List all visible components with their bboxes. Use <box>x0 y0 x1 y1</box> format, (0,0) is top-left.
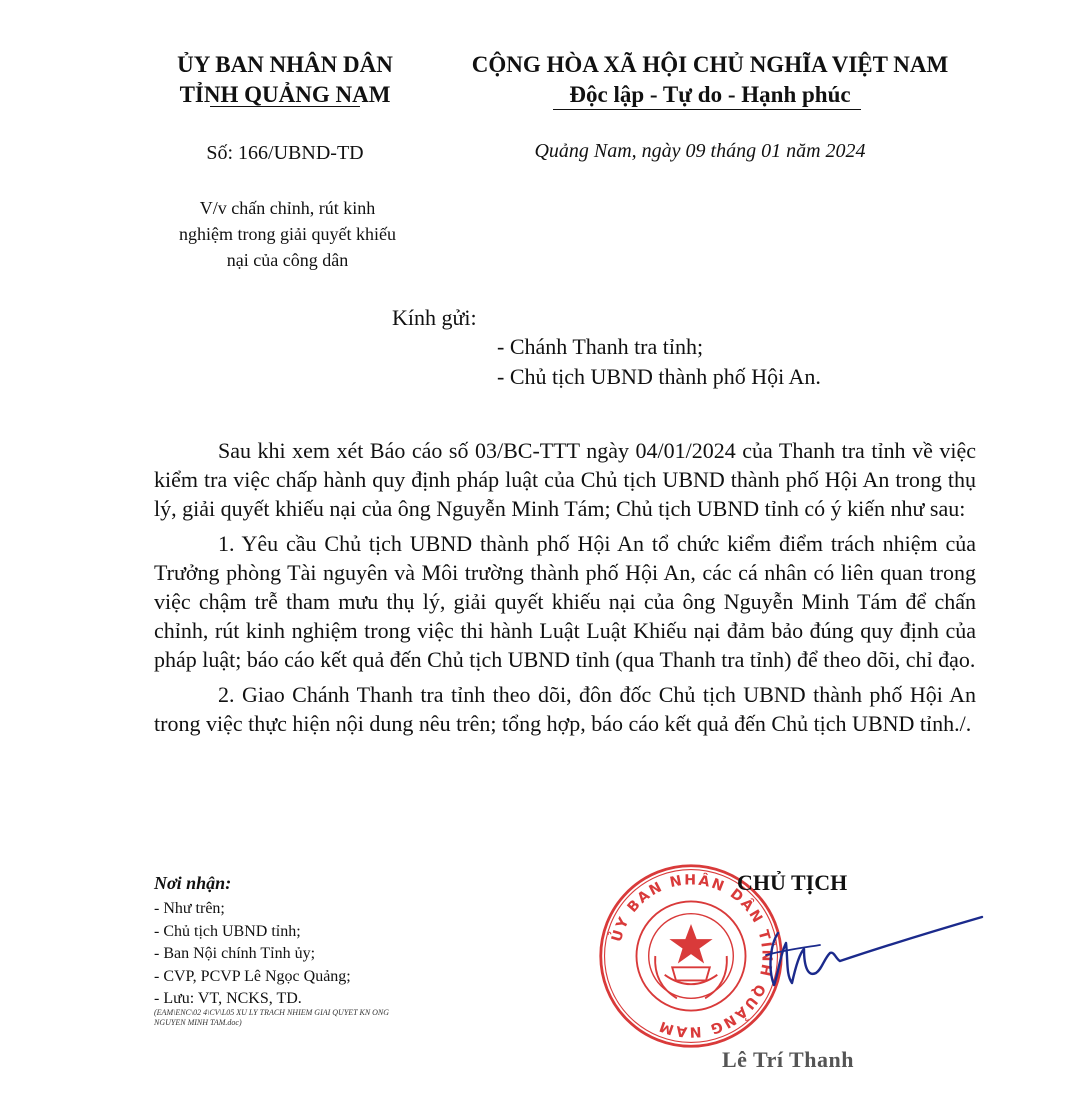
motto-underline <box>553 109 861 110</box>
addressee-label: Kính gửi: <box>392 305 477 330</box>
addressee-item: - Chủ tịch UBND thành phố Hội An. <box>497 364 821 389</box>
signer-name: Lê Trí Thanh <box>722 1047 854 1072</box>
recipient-item: - Như trên; <box>154 900 225 917</box>
recipient-item: - Ban Nội chính Tỉnh ủy; <box>154 945 316 962</box>
document-number: Số: 166/UBND-TD <box>206 142 364 164</box>
body-paragraph: Sau khi xem xét Báo cáo số 03/BC-TTT ngày 04/01/2024 của Thanh tra tỉnh về việc kiểm tra việc chấp hành quy định pháp luật của Chủ tịch UBND thành phố Hội An trong thụ lý, giải quyết khiếu nại của ông Nguyễn Minh Tám; Chủ tịch UBND tỉnh có ý kiến như sau: <box>154 438 976 521</box>
national-header <box>430 50 990 110</box>
body-paragraph: 2. Giao Chánh Thanh tra tỉnh theo dõi, đôn đốc Chủ tịch UBND thành phố Hội An trong việc thực hiện nội dung nêu trên; tổng hợp, báo cáo kết quả đến Chủ tịch UBND tỉnh./. <box>154 682 976 736</box>
subject-line: nghiệm trong giải quyết khiếu <box>179 224 396 244</box>
recipients-title: Nơi nhận: <box>154 873 232 893</box>
seal-text: ỦY BAN NHÂN DÂN TỈNH QUẢNG NAM <box>608 872 775 1040</box>
subject-line: V/v chấn chỉnh, rút kinh <box>199 198 376 218</box>
nation-name: CỘNG HÒA XÃ HỘI CHỦ NGHĨA VIỆT NAM <box>471 52 949 77</box>
svg-text:ỦY BAN NHÂN DÂN TỈNH QUẢNG NAM <box>606 871 777 1040</box>
subject-line: nại của công dân <box>226 250 349 270</box>
file-path-note: (EAM\ENC\02 4\CV\L05 XU LY TRACH NHIEM GIAI QUYET KN ONG NGUYEN MINH TAM.doc) <box>154 1008 390 1027</box>
addressee-list <box>497 332 821 392</box>
body-paragraph: 1. Yêu cầu Chủ tịch UBND thành phố Hội An tổ chức kiểm điểm trách nhiệm của Trưởng phòng Tài nguyên và Môi trường thành phố Hội An, các cá nhân có liên quan trong việc chậm trễ tham mưu thụ lý, giải quyết khiếu nại của ông Nguyễn Minh Tám để chấn chỉnh, rút kinh nghiệm trong việc thi hành Luật Luật Khiếu nại đảm bảo đúng quy định của pháp luật; báo cáo kết quả đến Chủ tịch UBND tỉnh (qua Thanh tra tỉnh) để theo dõi, chỉ đạo. <box>154 531 976 672</box>
handwritten-signature <box>760 915 985 995</box>
recipient-item: - CVP, PCVP Lê Ngọc Quảng; <box>154 967 351 985</box>
recipient-item: - Lưu: VT, NCKS, TD. <box>154 990 302 1007</box>
issuing-authority <box>145 50 425 110</box>
signer-title: CHỦ TỊCH <box>737 870 848 895</box>
seal-star-icon <box>669 924 712 963</box>
authority-underline <box>210 106 360 107</box>
document-subject <box>140 195 435 273</box>
recipient-item: - Chủ tịch UBND tỉnh; <box>154 922 301 940</box>
addressee-item: - Chánh Thanh tra tỉnh; <box>497 334 704 359</box>
recipients-list <box>154 898 351 1011</box>
place-and-date: Quảng Nam, ngày 09 tháng 01 năm 2024 <box>534 140 866 162</box>
national-motto: Độc lập - Tự do - Hạnh phúc <box>569 82 851 107</box>
document-body <box>154 436 976 744</box>
authority-line-1: ỦY BAN NHÂN DÂN <box>177 52 393 77</box>
authority-line-2: TỈNH QUẢNG NAM <box>179 82 391 107</box>
